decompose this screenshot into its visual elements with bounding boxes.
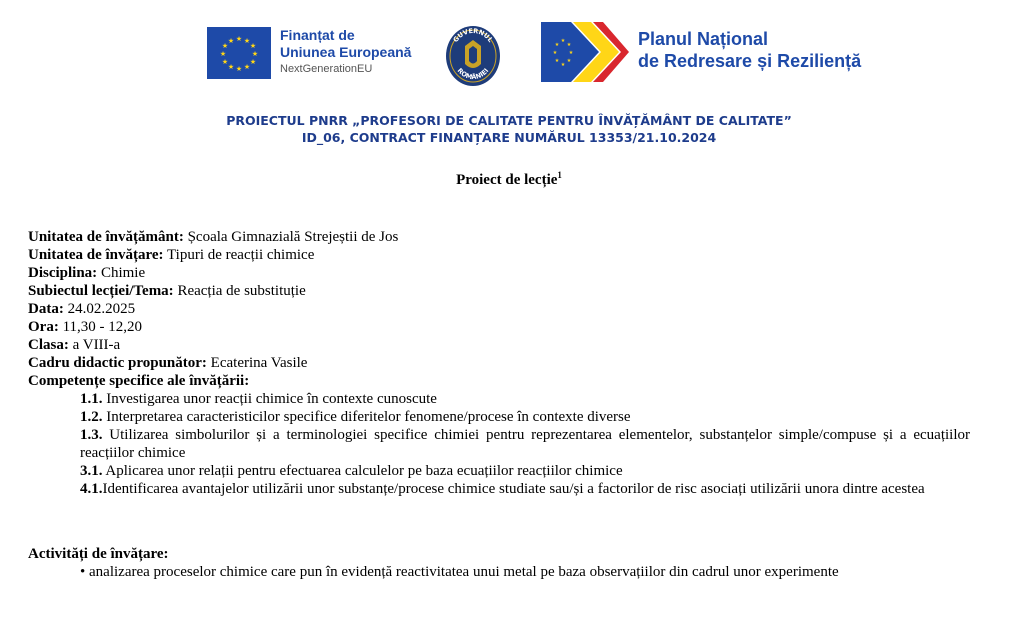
competence-text: Aplicarea unor relații pentru efectuarea calculelor pe baza ecuațiilor reacțiilor chimice [102,463,623,479]
svg-text:★: ★ [243,37,251,45]
competence-item [80,480,970,498]
eu-funding-text [280,27,411,78]
svg-text:★: ★ [249,42,257,50]
svg-text:★: ★ [249,58,257,66]
eu-line-2: Uniunea Europeană [280,44,412,60]
activities-heading: Activități de învățare: [28,546,169,562]
field-hour [28,318,142,336]
svg-text:★: ★ [566,42,572,48]
pnrr-logo-mark [541,22,629,82]
svg-text:★: ★ [554,42,560,48]
competence-item [80,426,970,462]
field-value: Ecaterina Vasile [206,355,308,371]
eu-line-1: Finanțat de [280,27,355,43]
field-class [28,336,120,354]
seal-top-text: GUVERNUL [451,26,495,44]
field-label: Clasa: [28,337,69,353]
field-label: Subiectul lecției/Tema: [28,283,174,299]
svg-text:★: ★ [566,58,572,64]
svg-text:★: ★ [560,62,566,68]
svg-text:★: ★ [235,65,243,73]
svg-text:★: ★ [219,50,227,58]
svg-text:★: ★ [221,58,229,66]
svg-text:★: ★ [251,50,259,58]
competence-number: 4.1. [80,481,103,497]
field-school [28,228,398,246]
activity-item [80,563,970,581]
competence-item [80,408,970,426]
field-label: Data: [28,301,64,317]
pnrr-line-2: de Redresare și Reziliență [638,51,862,71]
project-heading-line-2: ID_06, CONTRACT FINANȚARE NUMĂRUL 13353/21.10.2024 [301,130,717,145]
svg-text:★: ★ [227,37,235,45]
title-text: Proiect de lecție [456,172,558,188]
eu-line-3: NextGenerationEU [280,63,373,75]
field-value: Școala Gimnazială Strejeștii de Jos [183,229,399,245]
field-date [28,300,135,318]
government-seal-logo [444,22,502,88]
competence-item [80,462,970,480]
svg-text:★: ★ [552,50,558,56]
field-label: Ora: [28,319,59,335]
field-value: Chimie [97,265,146,281]
title-footnote-mark: 1 [557,170,562,180]
pnrr-text [638,28,861,72]
svg-text:★: ★ [243,63,251,71]
field-label: Cadru didactic propunător: [28,355,207,371]
document-title [0,170,1018,189]
competence-text: Interpretarea caracteristicilor specifice diferitelor fenomene/procese în contexte diverse [102,409,631,425]
svg-text:★: ★ [235,35,243,43]
field-label: Unitatea de învățământ: [28,229,184,245]
svg-text:★: ★ [221,42,229,50]
field-topic [28,282,306,300]
competence-number: 1.2. [80,409,103,425]
competence-item [80,390,970,408]
field-learning-unit [28,246,314,264]
field-label: Unitatea de învățare: [28,247,164,263]
competence-text: Identificarea avantajelor utilizării unor substanțe/procese chimice studiate sau/și a factorilor de risc asociați utilizării unora dintre acestea [102,481,925,497]
field-value: Tipuri de reacții chimice [163,247,315,263]
competence-text: Utilizarea simbolurilor și a terminologiei specifice chimiei pentru reprezentarea elementelor, substanțelor simple/compuse și a ecuațiilor reacțiilor chimice [80,427,970,461]
seal-bottom-text: ROMÂNIEI [455,66,491,82]
activity-text: analizarea proceselor chimice care pun în evidență reactivitatea unui metal pe baza observațiilor din cadrul unor experimente [89,564,839,580]
competence-number: 1.1. [80,391,103,407]
eu-flag-logo [207,27,271,79]
field-teacher [28,354,307,372]
svg-text:★: ★ [227,63,235,71]
field-label: Disciplina: [28,265,98,281]
pnrr-line-1: Planul Național [638,29,769,49]
competence-text: Investigarea unor reacții chimice în contexte cunoscute [102,391,437,407]
field-value: Reacția de substituție [173,283,306,299]
field-value: a VIII-a [68,337,121,353]
competence-number: 3.1. [80,463,103,479]
field-value: 11,30 - 12,20 [58,319,143,335]
field-value: 24.02.2025 [63,301,136,317]
project-heading-line-1: PROIECTUL PNRR „PROFESORI DE CALITATE PENTRU ÎNVĂȚĂMÂNT DE CALITATE” [226,113,792,128]
competence-number: 1.3. [80,427,103,443]
svg-text:★: ★ [560,38,566,44]
field-discipline [28,264,145,282]
svg-text:★: ★ [568,50,574,56]
bullet-mark: • [80,564,86,580]
header-logos [0,0,1018,100]
svg-text:★: ★ [554,58,560,64]
competences-heading: Competențe specifice ale învățării: [28,373,250,389]
